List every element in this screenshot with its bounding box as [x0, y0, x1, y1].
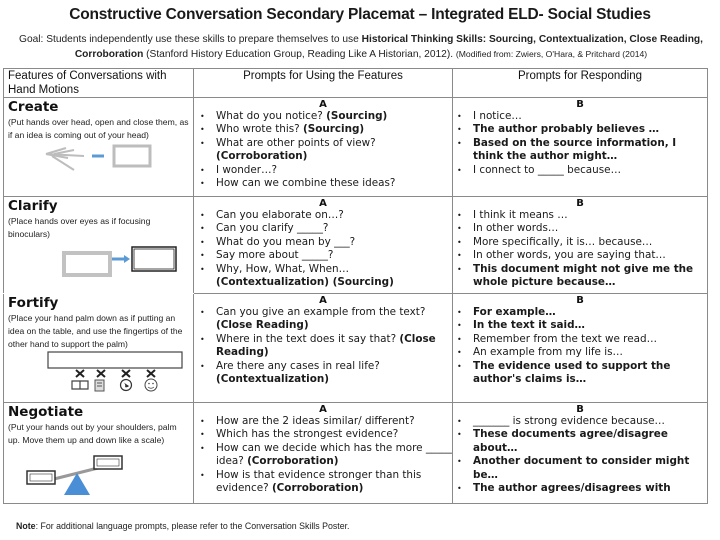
- list-item: • This document might not give me the whole picture because…: [455, 263, 707, 290]
- binoculars-focus-icon: [4, 241, 194, 281]
- idea-burst-icon: [4, 142, 194, 182]
- list-item: • I think it means …: [455, 209, 707, 222]
- column-letter-b: B: [576, 99, 584, 110]
- list-item: • I notice…: [455, 110, 707, 123]
- list-item: • How can we decide which has the more _____ idea? (Corroboration): [198, 442, 452, 469]
- prompts-responding-fortify: [453, 294, 708, 403]
- header-prompts-using: Prompts for Using the Features: [194, 69, 453, 98]
- list-item: • Where in the text does it say that? (Close Reading): [198, 333, 452, 360]
- list-item: • The author probably believes …: [455, 123, 707, 136]
- prompts-responding-negotiate: [453, 403, 708, 504]
- prompt-list: [453, 415, 707, 495]
- list-item: • Can you elaborate on…?: [198, 209, 452, 222]
- prompt-list: [453, 209, 707, 289]
- smiley-icon: [145, 379, 157, 391]
- list-item: • Say more about _____?: [198, 249, 452, 262]
- feature-cell-negotiate: [4, 403, 194, 504]
- list-item: • Who wrote this? (Sourcing): [198, 123, 452, 136]
- column-letter-a: A: [319, 295, 327, 306]
- list-item: • I connect to _____ because…: [455, 164, 707, 177]
- placemat-table: [3, 68, 708, 504]
- header-features: Features of Conversations with Hand Motions: [4, 69, 194, 98]
- list-item: • Another document to consider might be…: [455, 455, 707, 482]
- column-letter-b: B: [576, 404, 584, 415]
- fortify-illustration: [4, 351, 193, 391]
- list-item: • Based on the source information, I think the author might…: [455, 137, 707, 164]
- list-item: • How are the 2 ideas similar/ different?: [198, 415, 452, 428]
- feature-name: Negotiate: [8, 404, 84, 420]
- prompts-responding-clarify: [453, 197, 708, 294]
- goal-statement: [14, 33, 708, 62]
- feature-description: (Place hands over eyes as if focusing binoculars): [8, 216, 151, 239]
- prompts-using-clarify: [194, 197, 453, 294]
- list-item: • These documents agree/disagree about…: [455, 428, 707, 455]
- prompts-responding-create: [453, 98, 708, 197]
- list-item: • How is that evidence stronger than this evidence? (Corroboration): [198, 469, 452, 496]
- column-letter-a: A: [319, 404, 327, 415]
- row-create: [4, 98, 708, 197]
- goal-skills: Historical Thinking Skills: Sourcing, Contextualization, Close Reading, Corroboration: [74, 34, 703, 60]
- list-item: • How can we combine these ideas?: [198, 177, 452, 190]
- header-prompts-responding: Prompts for Responding: [453, 69, 708, 98]
- create-illustration: [4, 142, 193, 182]
- globe-icon: [121, 380, 132, 391]
- feature-description: (Place your hand palm down as if putting an idea on the table, and use the fingertips of the other hand to support the palm): [8, 313, 183, 349]
- note-label: Note: [16, 521, 36, 531]
- list-item: • Which has the strongest evidence?: [198, 428, 452, 441]
- prompt-list: [194, 306, 452, 386]
- prompts-using-fortify: [194, 294, 453, 403]
- feature-cell-create: [4, 98, 194, 197]
- feature-name: Create: [8, 99, 59, 115]
- clarify-illustration: [4, 241, 193, 281]
- prompts-using-create: [194, 98, 453, 197]
- list-item: • An example from my life is…: [455, 346, 707, 359]
- column-letter-b: B: [576, 295, 584, 306]
- list-item: • In other words, you are saying that…: [455, 249, 707, 262]
- list-item: • More specifically, it is… because…: [455, 236, 707, 249]
- row-fortify: [4, 294, 708, 403]
- column-letter-b: B: [576, 198, 584, 209]
- list-item: • The evidence used to support the author's claims is…: [455, 360, 707, 387]
- table-support-icon: [4, 351, 194, 393]
- list-item: • Why, How, What, When… (Contextualization) (Sourcing): [198, 263, 452, 290]
- prompt-list: [453, 306, 707, 386]
- feature-description: (Put hands over head, open and close them, as if an idea is coming out of your head): [8, 117, 189, 140]
- goal-modified: (Modified from: Zwiers, O'Hara, & Pritchard (2014): [455, 49, 648, 59]
- feature-cell-fortify: [4, 294, 194, 403]
- list-item: • Are there any cases in real life? (Contextualization): [198, 360, 452, 387]
- feature-cell-clarify: [4, 197, 194, 294]
- row-clarify: [4, 197, 708, 294]
- row-negotiate: [4, 403, 708, 504]
- feature-name: Clarify: [8, 198, 58, 214]
- list-item: • In other words…: [455, 222, 707, 235]
- table-header-row: [4, 69, 708, 98]
- prompt-list: [194, 110, 452, 190]
- list-item: • What are other points of view? (Corroboration): [198, 137, 452, 164]
- list-item: • Can you clarify _____?: [198, 222, 452, 235]
- document-icon: [95, 380, 104, 391]
- list-item: • Can you give an example from the text? (Close Reading): [198, 306, 452, 333]
- goal-prefix: Goal: Students independently use these skills to prepare themselves to use: [19, 34, 362, 45]
- list-item: • For example…: [455, 306, 707, 319]
- feature-name: Fortify: [8, 295, 59, 311]
- column-letter-a: A: [319, 99, 327, 110]
- list-item: • What do you notice? (Sourcing): [198, 110, 452, 123]
- note-text: : For additional language prompts, please refer to the Conversation Skills Poster.: [35, 521, 350, 531]
- book-icon: [72, 381, 88, 389]
- footer-note: [16, 521, 350, 531]
- list-item: • _______ is strong evidence because…: [455, 415, 707, 428]
- prompts-using-negotiate: [194, 403, 453, 504]
- column-letter-a: A: [319, 198, 327, 209]
- list-item: • What do you mean by ___?: [198, 236, 452, 249]
- scale-icon: [4, 447, 194, 497]
- list-item: • In the text it said…: [455, 319, 707, 332]
- prompt-list: [194, 415, 452, 495]
- page-title: Constructive Conversation Secondary Placemat – Integrated ELD- Social Studies: [69, 6, 651, 23]
- negotiate-illustration: [4, 447, 193, 495]
- feature-description: (Put your hands out by your shoulders, palm up. Move them up and down like a scale): [8, 422, 177, 445]
- list-item: • I wonder…?: [198, 164, 452, 177]
- prompt-list: [453, 110, 707, 177]
- list-item: • The author agrees/disagrees with: [455, 482, 707, 495]
- goal-citation: (Stanford History Education Group, Reading Like A Historian, 2012).: [143, 49, 456, 60]
- list-item: • Remember from the text we read…: [455, 333, 707, 346]
- prompt-list: [194, 209, 452, 289]
